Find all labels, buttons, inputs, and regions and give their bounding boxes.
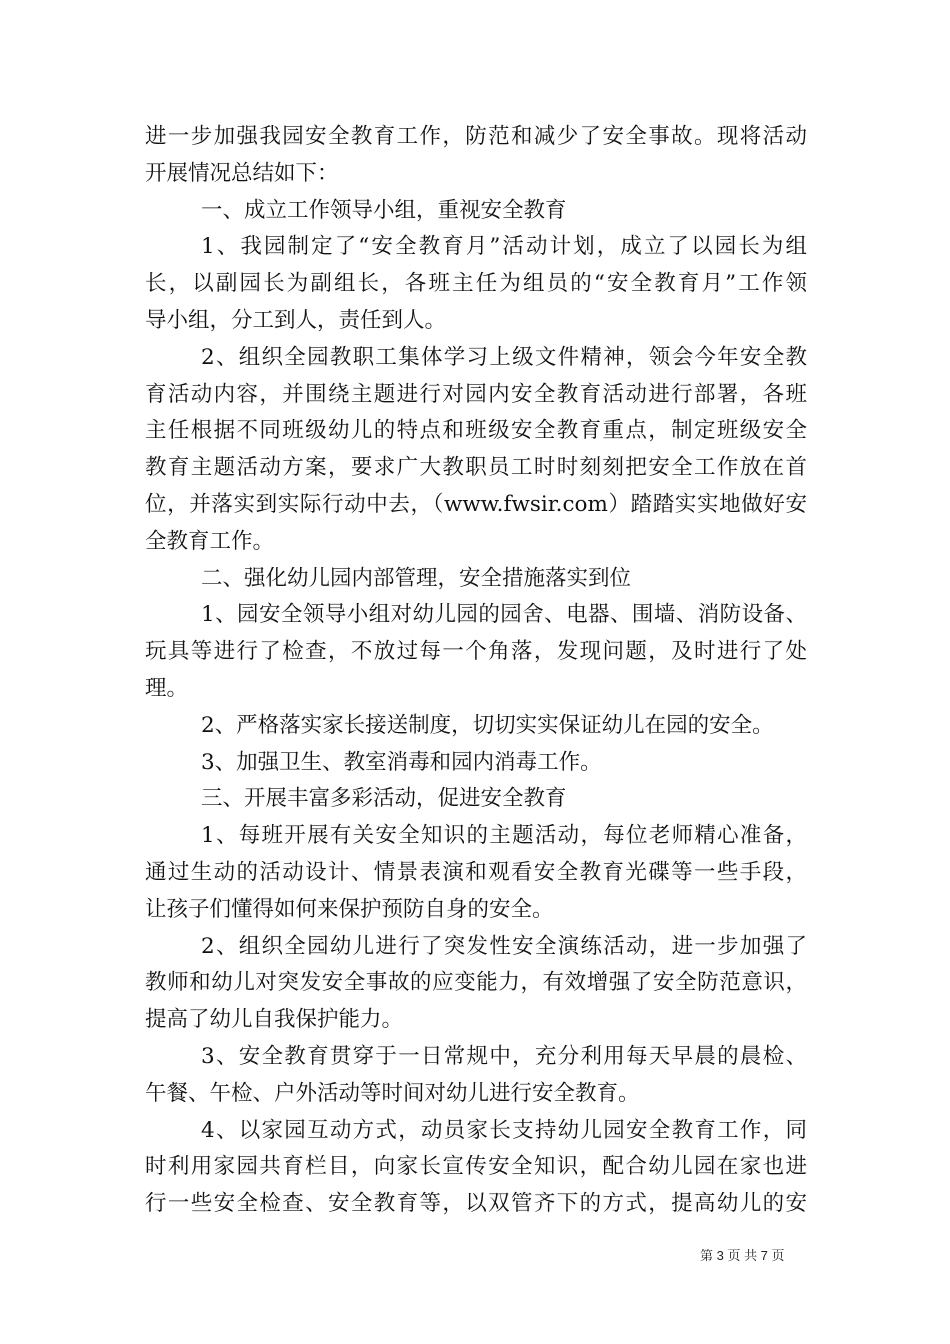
text-line: 3、安全教育贯穿于一日常规中，充分利用每天早晨的晨检、 (201, 1043, 807, 1069)
text-line: 行一些安全检查、安全教育等，以双管齐下的方式，提高幼儿的安 (145, 1191, 807, 1217)
text-line: 长，以副园长为副组长，各班主任为组员的“安全教育月”工作领 (145, 271, 807, 297)
text-line: 进一步加强我园安全教育工作，防范和减少了安全事故。现将活动 (145, 124, 807, 149)
text-line: 4、以家园互动方式，动员家长支持幼儿园安全教育工作，同 (201, 1117, 807, 1143)
page-number: 第 3 页 共 7 页 (700, 1248, 785, 1263)
text-line: 2、组织全园教职工集体学习上级文件精神，领会今年安全教 (201, 344, 807, 370)
text-line: 1、园安全领导小组对幼儿园的园舍、电器、围墙、消防设备、 (201, 602, 807, 628)
text-line: 全教育工作。 (145, 528, 275, 554)
text-line: 三、开展丰富多彩活动，促进安全教育 (201, 786, 567, 812)
text-line: 教师和幼儿对突发安全事故的应变能力，有效增强了安全防范意识， (145, 970, 807, 996)
text-line: 理。 (145, 675, 189, 701)
text-line: 通过生动的活动设计、情景表演和观看安全教育光碟等一些手段， (145, 859, 807, 885)
text-line: 开展情况总结如下： (145, 160, 339, 186)
text-line: 让孩子们懂得如何来保护预防自身的安全。 (145, 896, 554, 922)
text-line: 玩具等进行了检查，不放过每一个角落，发现问题，及时进行了处 (145, 639, 807, 665)
text-line: 3、加强卫生、教室消毒和园内消毒工作。 (201, 749, 602, 775)
text-line: 1、我园制定了“安全教育月”活动计划，成立了以园长为组 (201, 234, 807, 260)
text-line: 2、组织全园幼儿进行了突发性安全演练活动，进一步加强了 (201, 933, 807, 959)
text-line: 一、成立工作领导小组，重视安全教育 (201, 197, 567, 223)
text-line: 午餐、午检、户外活动等时间对幼儿进行安全教育。 (145, 1080, 640, 1106)
text-line: 主任根据不同班级幼儿的特点和班级安全教育重点，制定班级安全 (145, 418, 807, 444)
text-line: 2、严格落实家长接送制度，切切实实保证幼儿在园的安全。 (201, 712, 774, 738)
text-line: 位，并落实到实际行动中去，（www.fwsir.com）踏踏实实地做好安 (145, 491, 807, 517)
text-line: 时利用家园共育栏目，向家长宣传安全知识，配合幼儿园在家也进 (145, 1154, 807, 1180)
text-line: 二、强化幼儿园内部管理，安全措施落实到位 (201, 565, 632, 591)
text-line: 导小组，分工到人，责任到人。 (145, 307, 447, 333)
text-line: 育活动内容，并围绕主题进行对园内安全教育活动进行部署，各班 (145, 381, 807, 407)
text-line: 1、每班开展有关安全知识的主题活动，每位老师精心准备， (201, 823, 807, 849)
document-body (145, 119, 807, 1223)
text-line: 教育主题活动方案，要求广大教职员工时时刻刻把安全工作放在首 (145, 455, 807, 481)
text-line: 提高了幼儿自我保护能力。 (145, 1007, 404, 1033)
